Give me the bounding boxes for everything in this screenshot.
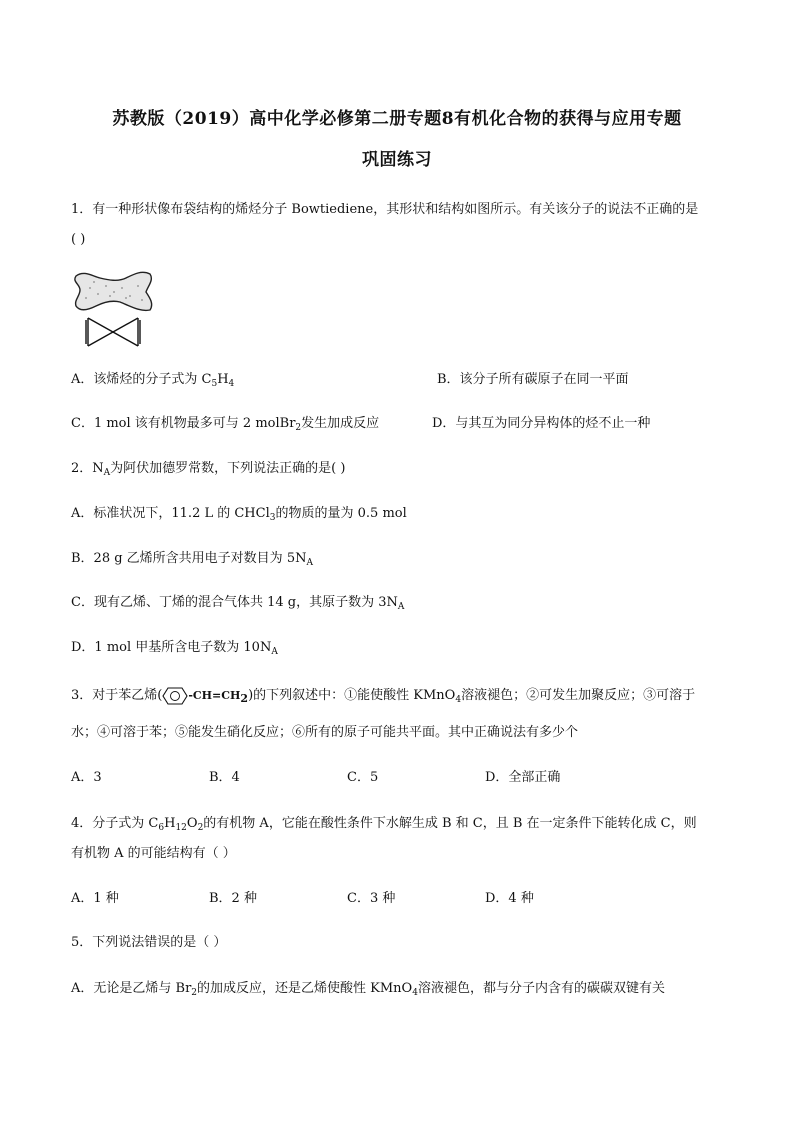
q4-option-d[interactable]: D．4 种 [485,891,534,906]
q2-option-b-sub: A [306,558,313,568]
q4-mid1: H [164,816,176,831]
q2-option-a-post: 的物质的量为 0.5 mol [275,506,407,521]
q2-stem [71,459,345,479]
q2-option-b[interactable] [71,549,313,569]
q4-sub1: 6 [158,823,165,833]
q5-option-a-post: 溶液褪色，都与分子内含有的碳碳双键有关 [417,981,665,996]
bowtiediene-figure [70,268,160,350]
q3-kmno4-sub: 4 [455,695,462,705]
q1-option-c-sub: 2 [295,423,302,433]
q4-option-a[interactable]: A．1 种 [71,891,119,906]
q4-sub3: 2 [197,823,204,833]
q2-stem-post: 为阿伏加德罗常数，下列说法正确的是( ) [110,461,346,476]
q2-option-d-text: D．1 mol 甲基所含电子数为 10N [71,640,272,655]
q1-option-c-post: 发生加成反应 [301,416,380,431]
q1-option-b[interactable]: B．该分子所有碳原子在同一平面 [437,372,629,387]
q3-option-a[interactable]: A．3 [71,770,102,785]
benzene-ring-icon [162,687,188,705]
q4-stem-pre: 4．分子式为 C [71,816,159,831]
q4-option-b[interactable]: B．2 种 [209,891,257,906]
q2-option-c-sub: A [397,602,405,612]
q4-sub2: 12 [175,823,187,833]
q3-stem-line2: 水；④可溶于苯；⑤能发生硝化反应；⑥所有的原子可能共平面。其中正确说法有多少个 [71,725,579,740]
q5-stem: 5．下列说法错误的是（ ） [71,935,227,950]
q1-option-a-sub1: 5 [211,379,218,389]
q4-stem-line2: 有机物 A 的可能结构有（ ） [71,846,236,861]
q2-option-a[interactable] [71,504,407,524]
q5-option-a-text: A．无论是乙烯与 Br [71,981,192,996]
q2-option-c[interactable] [71,593,404,613]
q1-option-a[interactable] [71,370,234,390]
q5-option-a-mid: 的加成反应，还是乙烯使酸性 KMnO [197,981,413,996]
q2-stem-sub: A [103,468,111,478]
q5-option-a-sub2: 4 [412,988,418,998]
q1-paren: ( ) [71,232,86,247]
q4-mid2: O [186,816,198,831]
q4-option-c[interactable]: C．3 种 [347,891,396,906]
q4-stem [71,814,697,834]
title-line-1: 苏教版（2019）高中化学必修第二册专题8有机化合物的获得与应用专题 [112,109,682,129]
q2-option-a-text: A．标准状况下，11.2 L 的 CHCl [71,506,270,521]
q3-stem-pre: 3．对于苯乙烯( [71,688,163,703]
q1-option-a-mid: H [217,372,229,387]
q1-option-c-text: C．1 mol 该有机物最多可与 2 molBr [71,416,296,431]
q2-option-c-text: C．现有乙烯、丁烯的混合气体共 14 g，其原子数为 3N [71,595,398,610]
q3-option-d[interactable]: D．全部正确 [485,770,561,785]
q4-stem-post: 的有机物 A，它能在酸性条件下水解生成 B 和 C，且 B 在一定条件下能转化成 C，则 [203,816,697,831]
q2-option-d[interactable] [71,638,278,658]
q5-option-a-sub1: 2 [191,988,198,998]
q5-option-a[interactable] [71,979,665,999]
q3-stem [71,686,695,706]
q1-stem: 1．有一种形状像布袋结构的烯烃分子 Bowtiediene，其形状和结构如图所示。有关该分子的说法不正确的是 [71,202,699,217]
q2-option-b-text: B．28 g 乙烯所含共用电子对数目为 5N [71,551,307,566]
q2-option-d-sub: A [271,647,278,657]
q1-option-a-sub2: 4 [228,379,235,389]
q3-stem-mid: )的下列叙述中：①能使酸性 KMnO [248,688,456,703]
q1-option-c[interactable] [71,414,379,434]
q3-option-b[interactable]: B．4 [209,770,240,785]
q3-stem-post: 溶液褪色；②可发生加聚反应；③可溶于 [461,688,696,703]
q2-option-a-sub: 3 [269,513,276,523]
q3-option-c[interactable]: C．5 [347,770,379,785]
q1-option-a-text: A．该烯烃的分子式为 C [71,372,212,387]
bowtie-3d-shape-icon [75,272,152,310]
bowtie-structure-icon [86,318,140,346]
q2-stem-pre: 2．N [71,461,104,476]
q3-vinyl-group: -CH=CH [188,689,241,702]
q3-vinyl-sub: 2 [240,692,249,705]
q1-option-d[interactable]: D．与其互为同分异构体的烃不止一种 [432,416,651,431]
title-line-2: 巩固练习 [362,150,432,170]
